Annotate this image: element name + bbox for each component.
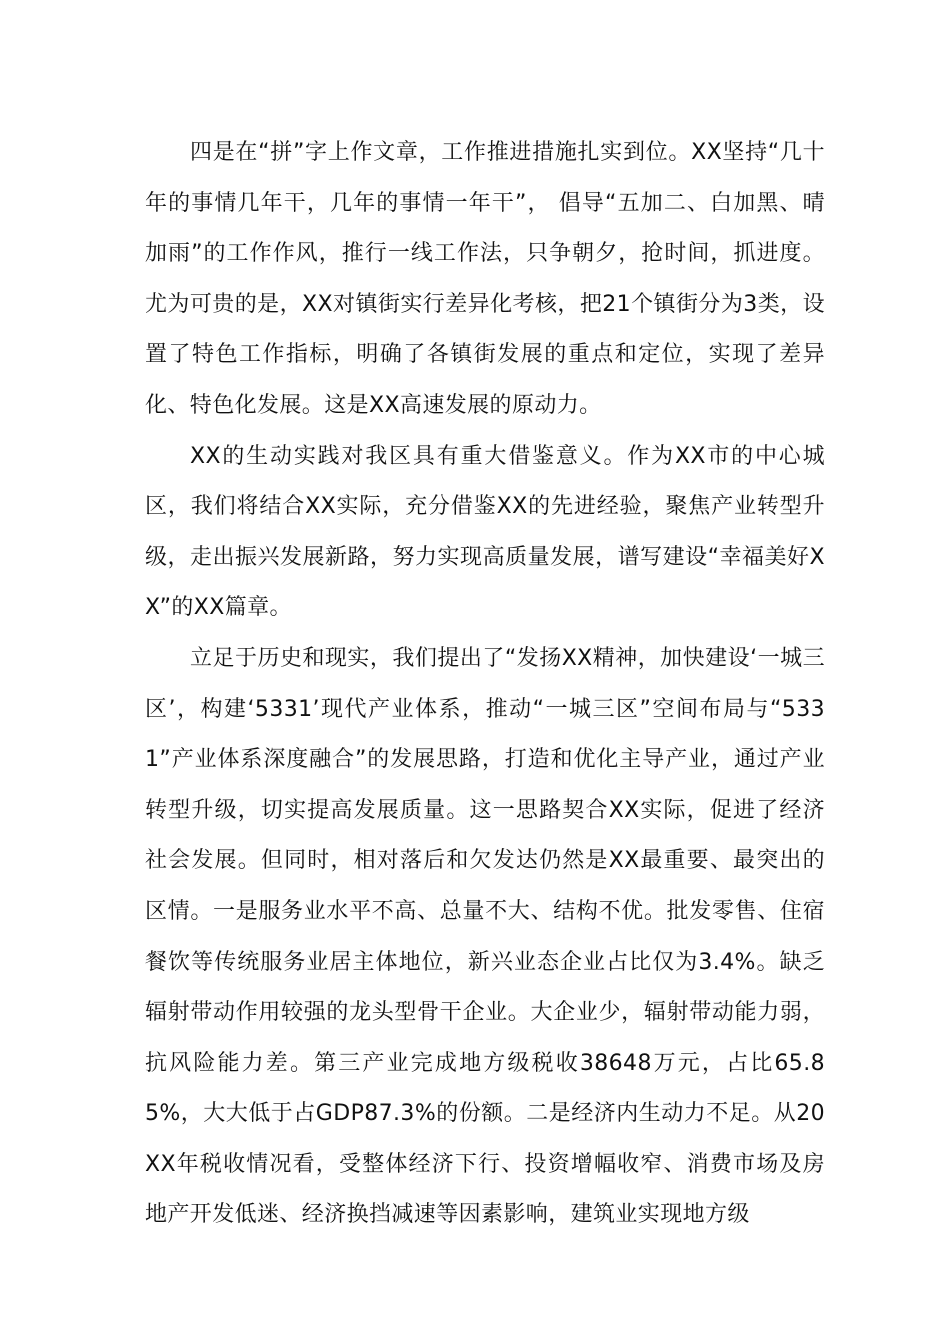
- paragraph-3: 立足于历史和现实，我们提出了“发扬XX精神，加快建设‘一城三区’，构建‘5331’现代产业体系，推动“一城三区”空间布局与“5331”产业体系深度融合”的发展思路，打造和优化主导产业，通过产业转型升级，切实提高发展质量。这一思路契合XX实际，促进了经济社会发展。但同时，相对落后和欠发达仍然是XX最重要、最突出的区情。一是服务业水平不高、总量不大、结构不优。批发零售、住宿餐饮等传统服务业居主体地位，新兴业态企业占比仅为3.4%。缺乏辐射带动作用较强的龙头型骨干企业。大企业少，辐射带动能力弱，抗风险能力差。第三产业完成地方级税收38648万元，占比65.85%，大大低于占GDP87.3%的份额。二是经济内生动力不足。从20XX年税收情况看，受整体经济下行、投资增幅收窄、消费市场及房地产开发低迷、经济换挡减速等因素影响，建筑业实现地方级: [145, 645, 825, 1228]
- paragraph-2: XX的生动实践对我区具有重大借鉴意义。作为XX市的中心城区，我们将结合XX实际，充分借鉴XX的先进经验，聚焦产业转型升级，走出振兴发展新路，努力实现高质量发展，谱写建设“幸福美好XX”的XX篇章。: [145, 443, 825, 621]
- document-page: [145, 128, 825, 1241]
- paragraph-1: 四是在“拼”字上作文章，工作推进措施扎实到位。XX坚持“几十年的事情几年干，几年的事情一年干”， 倡导“五加二、白加黑、晴加雨”的工作作风，推行一线工作法，只争朝夕，抢时间，抓进度。尤为可贵的是，XX对镇街实行差异化考核，把21个镇街分为3类，设置了特色工作指标，明确了各镇街发展的重点和定位，实现了差异化、特色化发展。这是XX高速发展的原动力。: [145, 140, 825, 418]
